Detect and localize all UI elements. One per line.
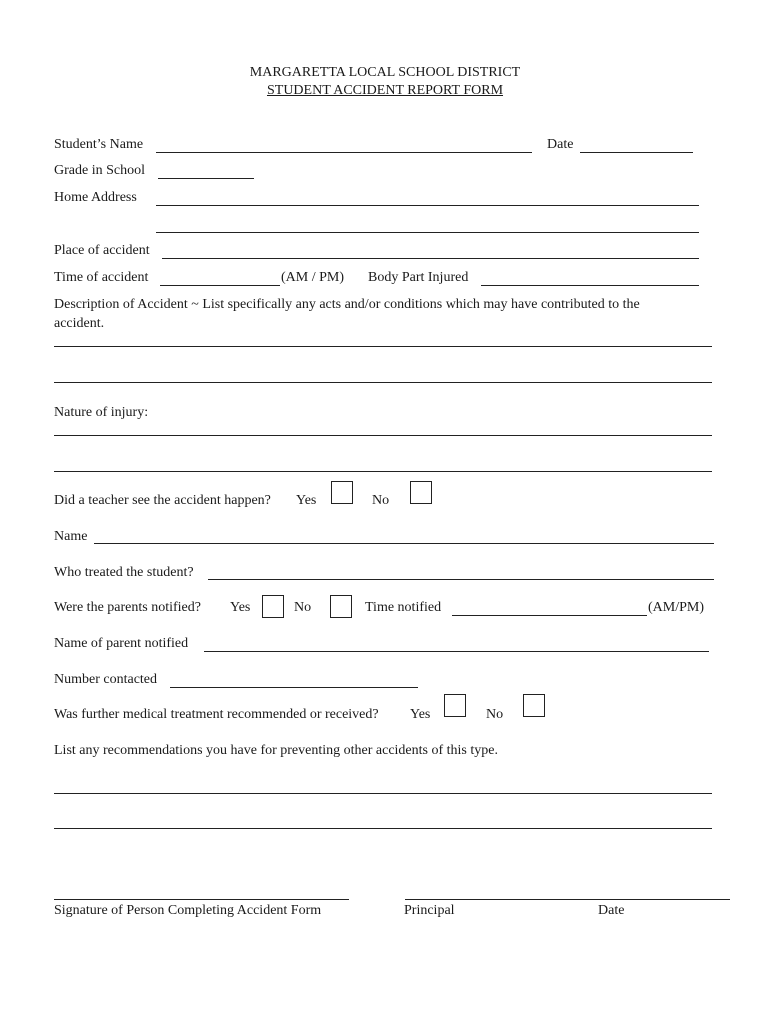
- teacher-see-yes-label: Yes: [296, 493, 317, 508]
- date-label: Date: [547, 137, 574, 152]
- teacher-name-label: Name: [54, 529, 88, 544]
- number-contacted-label: Number contacted: [54, 672, 158, 687]
- time-label: Time of accident: [54, 270, 149, 285]
- parent-name-label: Name of parent notified: [54, 636, 189, 651]
- student-name-field[interactable]: [156, 136, 532, 153]
- description-label: Description of Accident ~ List specifically any acts and/or conditions which may have contributed to the: [54, 297, 640, 312]
- parents-notified-no-checkbox[interactable]: [330, 595, 352, 618]
- treated-label: Who treated the student?: [54, 565, 194, 580]
- place-label: Place of accident: [54, 243, 150, 258]
- nature-field-1[interactable]: [54, 419, 712, 436]
- recommendations-label: List any recommendations you have for preventing other accidents of this type.: [54, 743, 498, 758]
- body-part-field[interactable]: [481, 269, 699, 286]
- number-contacted-field[interactable]: [170, 671, 418, 688]
- parents-notified-yes-label: Yes: [230, 600, 251, 615]
- time-notified-field[interactable]: [452, 599, 647, 616]
- student-name-label: Student’s Name: [54, 137, 144, 152]
- description-field-1[interactable]: [54, 330, 712, 347]
- teacher-name-field[interactable]: [94, 527, 714, 544]
- form-title-text: STUDENT ACCIDENT REPORT FORM: [266, 83, 504, 98]
- home-address-field-2[interactable]: [156, 216, 699, 233]
- teacher-see-no-label: No: [372, 493, 390, 508]
- parents-notified-yes-checkbox[interactable]: [262, 595, 284, 618]
- treated-field[interactable]: [208, 563, 714, 580]
- principal-label: Principal: [404, 903, 455, 918]
- teacher-see-label: Did a teacher see the accident happen?: [54, 493, 271, 508]
- ampm-label: (AM / PM): [281, 270, 345, 285]
- body-part-label: Body Part Injured: [368, 270, 469, 285]
- teacher-see-no-checkbox[interactable]: [410, 481, 432, 504]
- home-address-label: Home Address: [54, 190, 137, 205]
- completer-signature-line[interactable]: [54, 899, 349, 900]
- time-notified-ampm: (AM/PM): [648, 600, 705, 615]
- principal-signature-line[interactable]: [405, 899, 730, 900]
- time-field[interactable]: [160, 269, 280, 286]
- date-field[interactable]: [580, 136, 693, 153]
- further-treatment-no-checkbox[interactable]: [523, 694, 545, 717]
- parents-notified-no-label: No: [294, 600, 312, 615]
- teacher-see-yes-checkbox[interactable]: [331, 481, 353, 504]
- recommendations-field-1[interactable]: [54, 777, 712, 794]
- further-treatment-no-label: No: [486, 707, 504, 722]
- parent-name-field[interactable]: [204, 635, 709, 652]
- home-address-field-1[interactable]: [156, 189, 699, 206]
- grade-label: Grade in School: [54, 163, 145, 178]
- form-title: [0, 83, 770, 99]
- district-name: MARGARETTA LOCAL SCHOOL DISTRICT: [249, 65, 521, 80]
- nature-field-2[interactable]: [54, 455, 712, 472]
- completer-signature-label: Signature of Person Completing Accident Form: [54, 903, 322, 918]
- further-treatment-yes-checkbox[interactable]: [444, 694, 466, 717]
- description-label-cont: accident.: [54, 316, 105, 331]
- grade-field[interactable]: [158, 162, 254, 179]
- parents-notified-label: Were the parents notified?: [54, 600, 201, 615]
- time-notified-label: Time notified: [365, 600, 442, 615]
- description-field-2[interactable]: [54, 366, 712, 383]
- further-treatment-yes-label: Yes: [410, 707, 431, 722]
- recommendations-field-2[interactable]: [54, 812, 712, 829]
- signature-date-label: Date: [598, 903, 625, 918]
- place-field[interactable]: [162, 242, 699, 259]
- further-treatment-label: Was further medical treatment recommended or received?: [54, 707, 379, 722]
- nature-label: Nature of injury:: [54, 405, 149, 420]
